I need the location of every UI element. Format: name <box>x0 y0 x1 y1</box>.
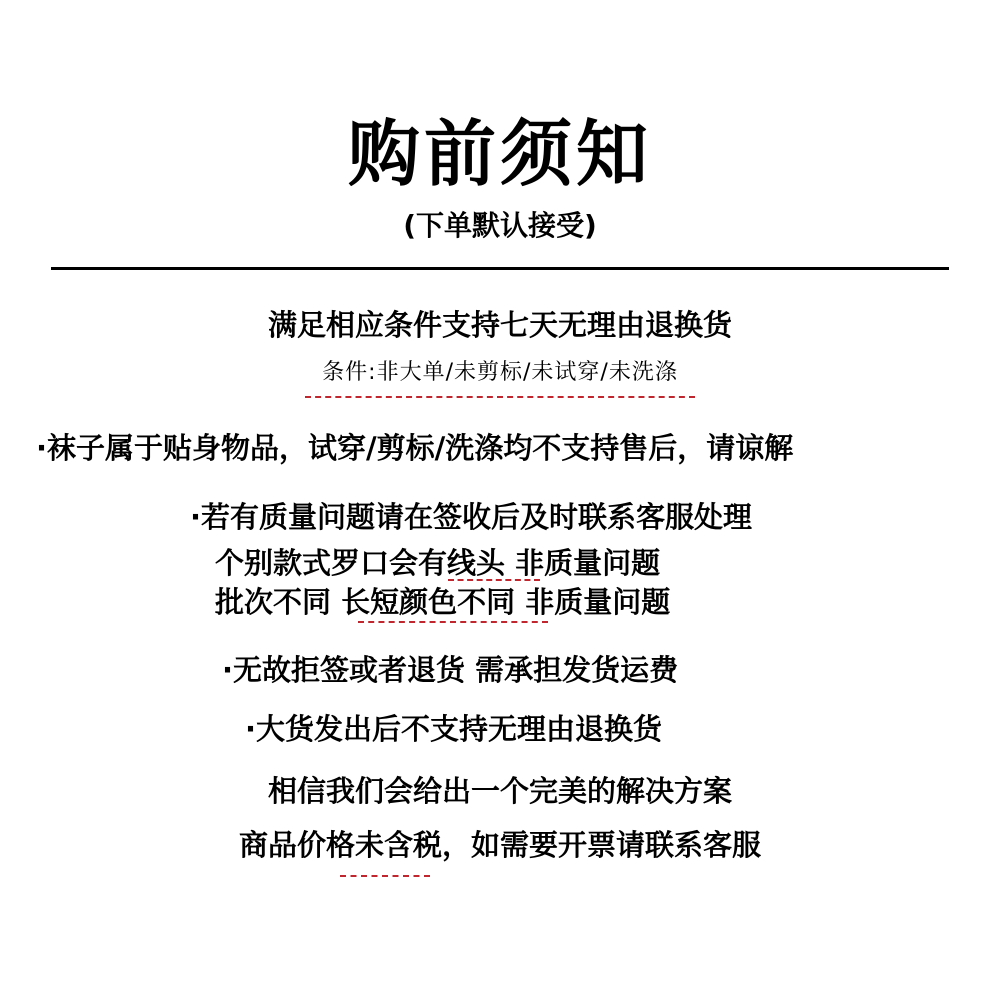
thread-note: 个别款式罗口会有线头 非质量问题 <box>215 546 661 580</box>
batch-note: 批次不同 长短颜色不同 非质量问题 <box>215 585 671 619</box>
color-underline <box>358 621 548 623</box>
return-conditions: 条件:非大单/未剪标/未试穿/未洗涤 <box>322 360 678 385</box>
bulk-order-note: ·大货发出后不支持无理由退换货 <box>245 712 663 746</box>
tax-invoice-note: 商品价格未含税，如需要开票请联系客服 <box>238 828 761 862</box>
page-title: 购前须知 <box>347 112 652 196</box>
trust-note: 相信我们会给出一个完美的解决方案 <box>267 774 732 808</box>
page-subtitle: (下单默认接受) <box>403 209 597 242</box>
refusal-note: ·无故拒签或者退货 需承担发货运费 <box>222 653 679 687</box>
thread-underline <box>448 579 540 581</box>
header-divider <box>51 267 949 270</box>
conditions-underline <box>305 396 695 398</box>
socks-policy: ·袜子属于贴身物品，试穿/剪标/洗涤均不支持售后，请谅解 <box>36 431 794 465</box>
returns-headline: 满足相应条件支持七天无理由退换货 <box>267 308 732 342</box>
tax-underline <box>340 875 430 877</box>
quality-issue-note: ·若有质量问题请在签收后及时联系客服处理 <box>190 500 753 534</box>
